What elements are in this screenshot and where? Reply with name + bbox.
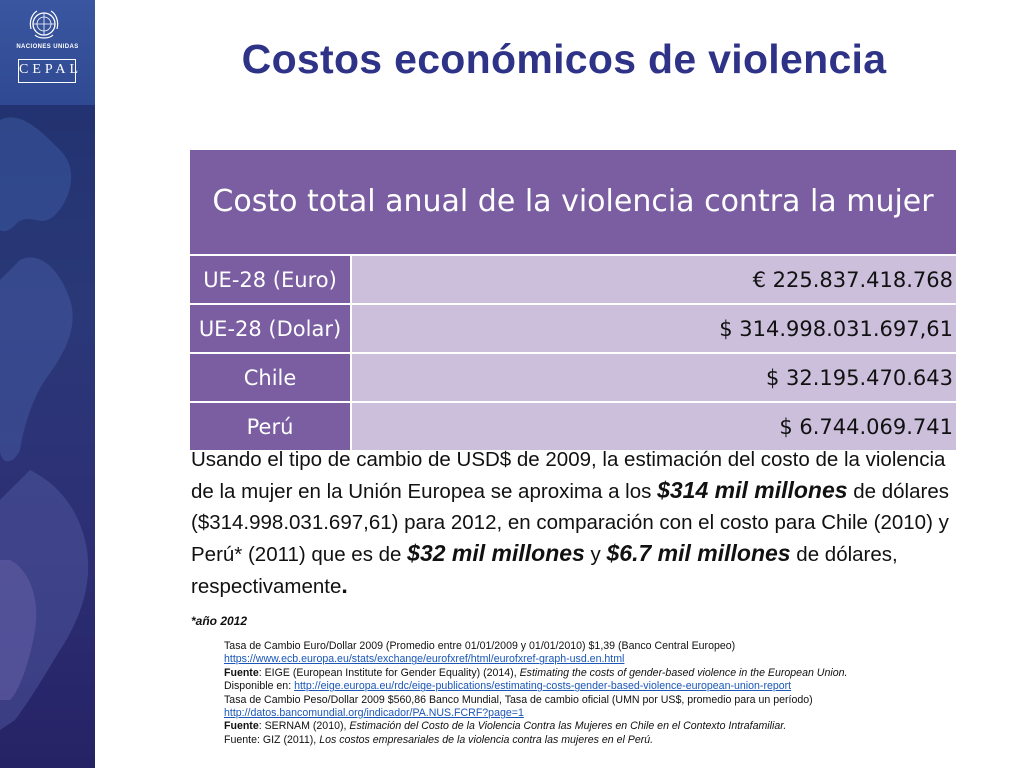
row-label: UE-28 (Dolar) — [190, 304, 351, 353]
logo-area — [0, 0, 95, 105]
row-value: $ 32.195.470.643 — [351, 353, 956, 402]
source-title: Estimating the costs of gender-based violence in the European Union. — [519, 666, 848, 679]
cepal-logo-text: CEPAL — [19, 62, 83, 77]
footnote-year: *año 2012 — [191, 614, 248, 628]
table-header: Costo total anual de la violencia contra la mujer — [190, 150, 956, 255]
source-text: : SERNAM (2010), — [258, 720, 350, 733]
source-text: Fuente: GIZ (2011), — [224, 733, 320, 746]
un-org-name: NACIONES UNIDAS — [16, 44, 79, 50]
table-header-row — [190, 150, 956, 255]
summary-highlight: $6.7 mil millones — [606, 540, 791, 566]
source-label: Fuente — [224, 720, 259, 733]
worldbank-link[interactable]: http://datos.bancomundial.org/indicador/PA.NUS.FCRF?page=1 — [224, 707, 524, 720]
row-value: $ 314.998.031.697,61 — [351, 304, 956, 353]
source-line — [224, 667, 944, 680]
row-label: UE-28 (Euro) — [190, 255, 351, 304]
summary-text: de dólares, respectivamente — [191, 543, 898, 598]
sidebar-band — [0, 0, 95, 768]
source-title: Los costos empresariales de la violencia contra las mujeres en el Perú. — [319, 733, 654, 746]
slide-title: Costos económicos de violencia — [241, 36, 887, 82]
summary-highlight: $314 mil millones — [657, 477, 848, 503]
source-line: Tasa de Cambio Euro/Dollar 2009 (Promedio entre 01/01/2009 y 01/01/2010) $1,39 (Banco Central Europeo) — [224, 640, 736, 652]
summary-text: de dólares ($314.998.031.697,61) para 2012, en comparación con el costo para Chile (2010) y Perú* (2011) que es de — [191, 480, 949, 566]
source-label: Fuente — [224, 666, 259, 679]
sources-block — [224, 640, 944, 747]
summary-period: . — [341, 572, 348, 598]
table-row — [190, 353, 956, 402]
world-map-decoration — [0, 0, 95, 768]
un-emblem-icon — [27, 7, 61, 41]
source-line — [224, 720, 944, 733]
ecb-link[interactable]: https://www.ecb.europa.eu/stats/exchange/eurofxref/html/eurofxref-graph-usd.en.html — [224, 653, 625, 666]
source-text: Disponible en: — [224, 680, 295, 693]
summary-highlight: $32 mil millones — [407, 540, 585, 566]
summary-text: Usando el tipo de cambio de USD$ de 2009, la estimación del costo de la violencia de la mujer en la Unión Europea se aproxima a los — [191, 448, 946, 503]
source-title: Estimación del Costo de la Violencia Contra las Mujeres en Chile en el Contexto Intrafamiliar. — [349, 720, 787, 733]
row-value: € 225.837.418.768 — [351, 255, 956, 304]
summary-paragraph — [191, 444, 961, 602]
cepal-logo — [18, 59, 83, 83]
source-line: Tasa de Cambio Peso/Dollar 2009 $560,86 Banco Mundial, Tasa de cambio oficial (UMN por US$, promedio para un período) — [224, 693, 813, 706]
cost-table — [190, 150, 956, 452]
source-line — [224, 734, 944, 747]
source-text: : EIGE (European Institute for Gender Equality) (2014), — [258, 666, 520, 679]
summary-text: y — [584, 543, 607, 566]
table-row — [190, 255, 956, 304]
row-label: Chile — [190, 353, 351, 402]
eige-link[interactable]: http://eige.europa.eu/rdc/eige-publications/estimating-costs-gender-based-violence-european-union-report — [294, 680, 792, 693]
row-label: Perú — [190, 402, 351, 451]
row-value: $ 6.744.069.741 — [351, 402, 956, 451]
table-row — [190, 304, 956, 353]
source-line — [224, 680, 944, 693]
